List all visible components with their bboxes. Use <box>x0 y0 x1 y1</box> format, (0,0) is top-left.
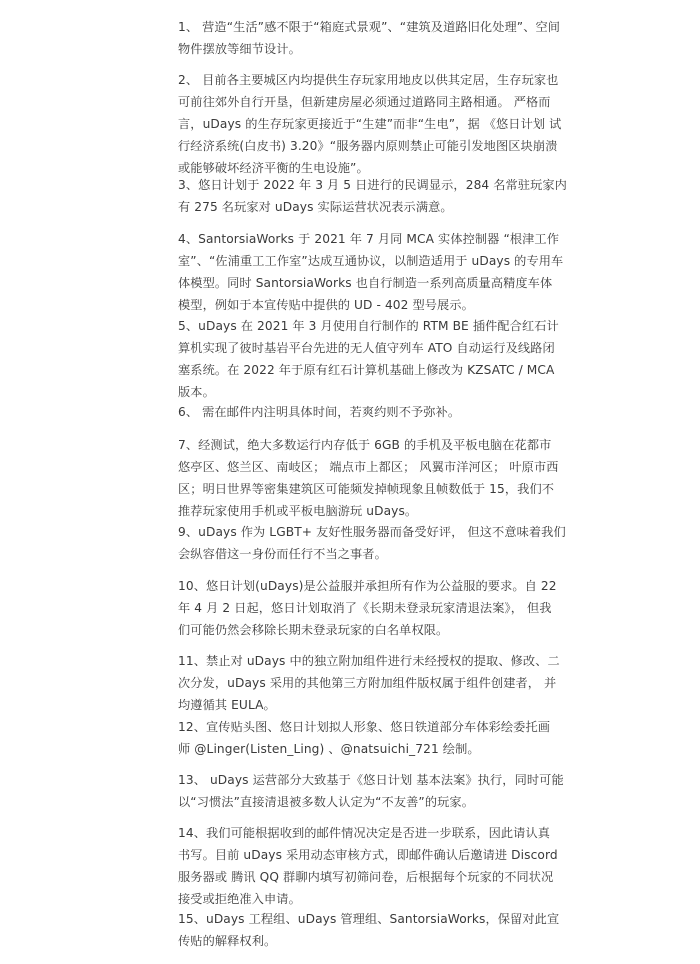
note-14-line-1: 14、我们可能根据收到的邮件情况决定是否进一步联系，因此请认真 <box>178 826 551 840</box>
note-15-line-2: 传贴的解释权利。 <box>178 934 277 948</box>
note-7 <box>178 434 559 522</box>
note-5-line-4: 版本。 <box>178 385 215 399</box>
note-11-line-1: 11、禁止对 uDays 中的独立附加组件进行未经授权的提取、修改、二 <box>178 654 560 668</box>
note-4 <box>178 228 564 316</box>
note-1-line-2: 物件摆放等细节设计。 <box>178 42 301 56</box>
note-14-line-2: 书写。目前 uDays 采用动态审核方式，即邮件确认后邀请进 Discord <box>178 848 558 862</box>
note-4-line-4: 模型，例如于本宣传贴中提供的 UD - 402 型号展示。 <box>178 298 474 312</box>
note-5-line-3: 塞系统。在 2022 年于原有红石计算机基础上修改为 KZSATC / MCA <box>178 363 555 377</box>
note-7-line-3: 区；明日世界等密集建筑区可能频发掉帧现象且帧数低于 15，我们不 <box>178 482 555 496</box>
note-2-line-4: 行经济系统(白皮书) 3.20》“服务器内原则禁止可能引发地图区块崩溃 <box>178 139 558 153</box>
note-9 <box>178 521 566 565</box>
note-2-line-1: 2、 目前各主要城区内均提供生存玩家用地皮以供其定居，生存玩家也 <box>178 73 559 87</box>
note-3-line-1: 3、悠日计划于 2022 年 3 月 5 日进行的民调显示，284 名常驻玩家内 <box>178 178 567 192</box>
note-13 <box>178 769 564 813</box>
note-14-line-3: 服务器或 腾讯 QQ 群聊内填写初筛问卷，后根据每个玩家的不同状况 <box>178 870 554 884</box>
note-3 <box>178 174 567 218</box>
note-1 <box>178 16 561 60</box>
note-13-line-2: 以“习惯法”直接清退被多数人认定为“不友善”的玩家。 <box>178 795 474 809</box>
note-6-line-1: 6、 需在邮件内注明具体时间，若爽约则不予弥补。 <box>178 405 461 419</box>
note-7-line-4: 推荐玩家使用手机或平板电脑游玩 uDays。 <box>178 504 418 518</box>
note-9-line-1: 9、uDays 作为 LGBT+ 友好性服务器而备受好评， 但这不意味着我们 <box>178 525 566 539</box>
note-11-line-2: 次分发，uDays 采用的其他第三方附加组件版权属于组件创建者， 并 <box>178 676 557 690</box>
note-10 <box>178 575 557 641</box>
note-5 <box>178 315 559 403</box>
note-2-line-5: 或能够破坏经济平衡的生电设施”。 <box>178 161 369 175</box>
note-15 <box>178 908 560 952</box>
note-14-line-4: 接受或拒绝准入申请。 <box>178 892 301 906</box>
note-5-line-2: 算机实现了彼时基岩平台先进的无人值守列车 ATO 自动运行及线路闭 <box>178 341 555 355</box>
note-5-line-1: 5、uDays 在 2021 年 3 月使用自行制作的 RTM BE 插件配合红石计 <box>178 319 559 333</box>
note-11-line-3: 均遵循其 EULA。 <box>178 698 276 712</box>
note-15-line-1: 15、uDays 工程组、uDays 管理组、SantorsiaWorks，保留对此宣 <box>178 912 560 926</box>
note-12-line-1: 12、宣传贴头图、悠日计划拟人形象、悠日铁道部分车体彩绘委托画 <box>178 720 551 734</box>
note-6 <box>178 401 523 423</box>
note-11 <box>178 650 560 716</box>
note-10-line-3: 们可能仍然会移除长期未登录玩家的白名单权限。 <box>178 623 449 637</box>
note-7-line-1: 7、经测试，绝大多数运行内存低于 6GB 的手机及平板电脑在花都市 <box>178 438 552 452</box>
note-4-line-2: 室”、“佐浦重工工作室”达成互通协议，以制造适用于 uDays 的专用车 <box>178 254 564 268</box>
note-3-line-2: 有 275 名玩家对 uDays 实际运营状况表示满意。 <box>178 200 453 214</box>
note-14 <box>178 822 558 910</box>
note-9-line-2: 会纵容借这一身份而任行不当之事者。 <box>178 547 387 561</box>
note-7-line-2: 悠亭区、悠兰区、南岐区； 端点市上都区； 风翼市洋河区； 叶原市西 <box>178 460 559 474</box>
note-2-line-3: 言，uDays 的生存玩家更接近于“生建”而非“生电”，据 《悠日计划 试 <box>178 117 562 131</box>
note-12 <box>178 716 551 760</box>
note-12-line-2: 师 @Linger(Listen_Ling) 、@natsuichi_721 绘制。 <box>178 742 480 756</box>
note-2-line-2: 可前往郊外自行开垦，但新建房屋必须通过道路同主路相通。 严格而 <box>178 95 551 109</box>
note-2 <box>178 69 562 179</box>
note-13-line-1: 13、 uDays 运营部分大致基于《悠日计划 基本法案》执行，同时可能 <box>178 773 564 787</box>
note-10-line-2: 年 4 月 2 日起，悠日计划取消了《长期未登录玩家清退法案》， 但我 <box>178 601 552 615</box>
note-4-line-3: 体模型。同时 SantorsiaWorks 也自行制造一系列高质量高精度车体 <box>178 276 553 290</box>
note-1-line-1: 1、 营造“生活”感不限于“箱庭式景观”、“建筑及道路旧化处理”、空间 <box>178 20 561 34</box>
note-4-line-1: 4、SantorsiaWorks 于 2021 年 7 月同 MCA 实体控制器 “根津工作 <box>178 232 560 246</box>
note-10-line-1: 10、悠日计划(uDays)是公益服并承担所有作为公益服的要求。自 22 <box>178 579 557 593</box>
